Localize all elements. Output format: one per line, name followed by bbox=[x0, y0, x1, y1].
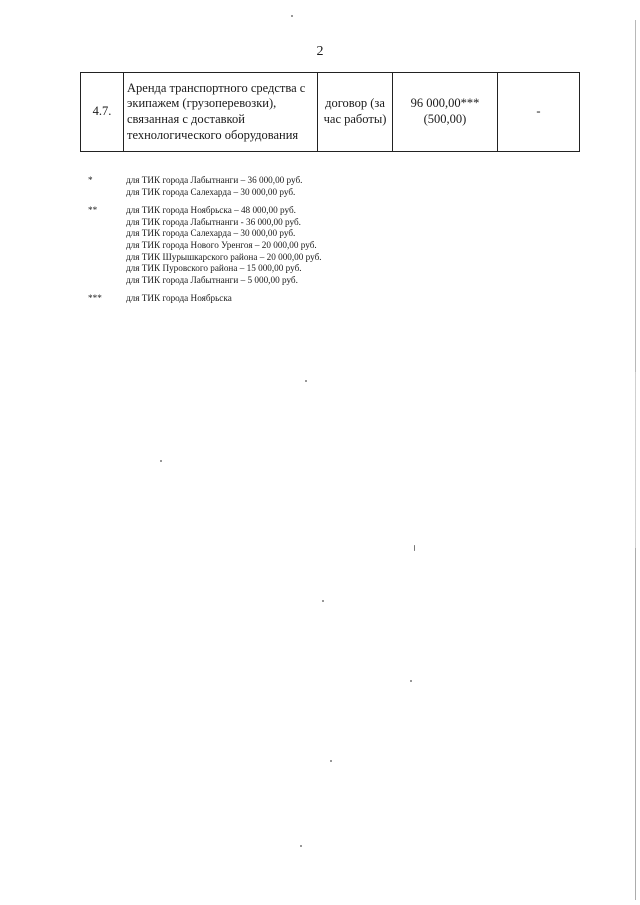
footnote-triple-star bbox=[88, 293, 548, 305]
price-value: 96 000,00*** bbox=[410, 96, 480, 111]
scan-speck bbox=[305, 380, 307, 382]
row-number: 4.7. bbox=[81, 73, 124, 152]
footnote-double-star bbox=[88, 205, 548, 286]
footnote-line: для ТИК города Салехарда – 30 000,00 руб. bbox=[126, 186, 296, 197]
page-number: 2 bbox=[316, 44, 324, 59]
footnote-mark: ** bbox=[88, 205, 98, 216]
service-name: Аренда транспортного средства с экипажем (грузоперевозки), связанная с доставкой технологического оборудования bbox=[124, 73, 318, 152]
footnote-mark: * bbox=[88, 175, 93, 185]
footnote-line: для ТИК Пуровского района – 15 000,00 руб. bbox=[126, 263, 302, 274]
scan-speck bbox=[330, 760, 332, 762]
footnote-mark: *** bbox=[88, 293, 102, 304]
footnote-line: для ТИК города Ноябрьска bbox=[126, 293, 232, 304]
footnote-line: для ТИК города Лабытнанги - 36 000,00 руб. bbox=[126, 216, 301, 227]
table-row bbox=[81, 73, 580, 152]
footnote-line: для ТИК города Нового Уренгоя – 20 000,00 руб. bbox=[126, 239, 317, 250]
scan-speck bbox=[322, 600, 324, 602]
scan-speck bbox=[300, 845, 302, 847]
footnote-line: для ТИК города Лабытнанги – 36 000,00 руб. bbox=[126, 175, 303, 185]
footnotes bbox=[88, 175, 548, 312]
scan-edge-line bbox=[635, 20, 636, 900]
scan-speck bbox=[414, 545, 415, 551]
footnote-line: для ТИК города Салехарда – 30 000,00 руб. bbox=[126, 228, 296, 239]
scan-speck bbox=[291, 15, 293, 17]
footnote-single-star bbox=[88, 175, 548, 198]
footnote-line: для ТИК города Ноябрьска – 48 000,00 руб. bbox=[126, 205, 296, 216]
extra-cell: - bbox=[498, 73, 580, 152]
footnote-line: для ТИК города Лабытнанги – 5 000,00 руб. bbox=[126, 274, 298, 285]
footnote-line: для ТИК Шурышкарского района – 20 000,00 руб. bbox=[126, 251, 322, 262]
price-per-hour: (500,00) bbox=[423, 112, 467, 126]
unit-of-measure: договор (за час работы) bbox=[318, 73, 393, 152]
price-cell bbox=[393, 73, 498, 152]
scan-speck bbox=[160, 460, 162, 462]
price-table bbox=[80, 72, 580, 152]
scan-speck bbox=[410, 680, 412, 682]
